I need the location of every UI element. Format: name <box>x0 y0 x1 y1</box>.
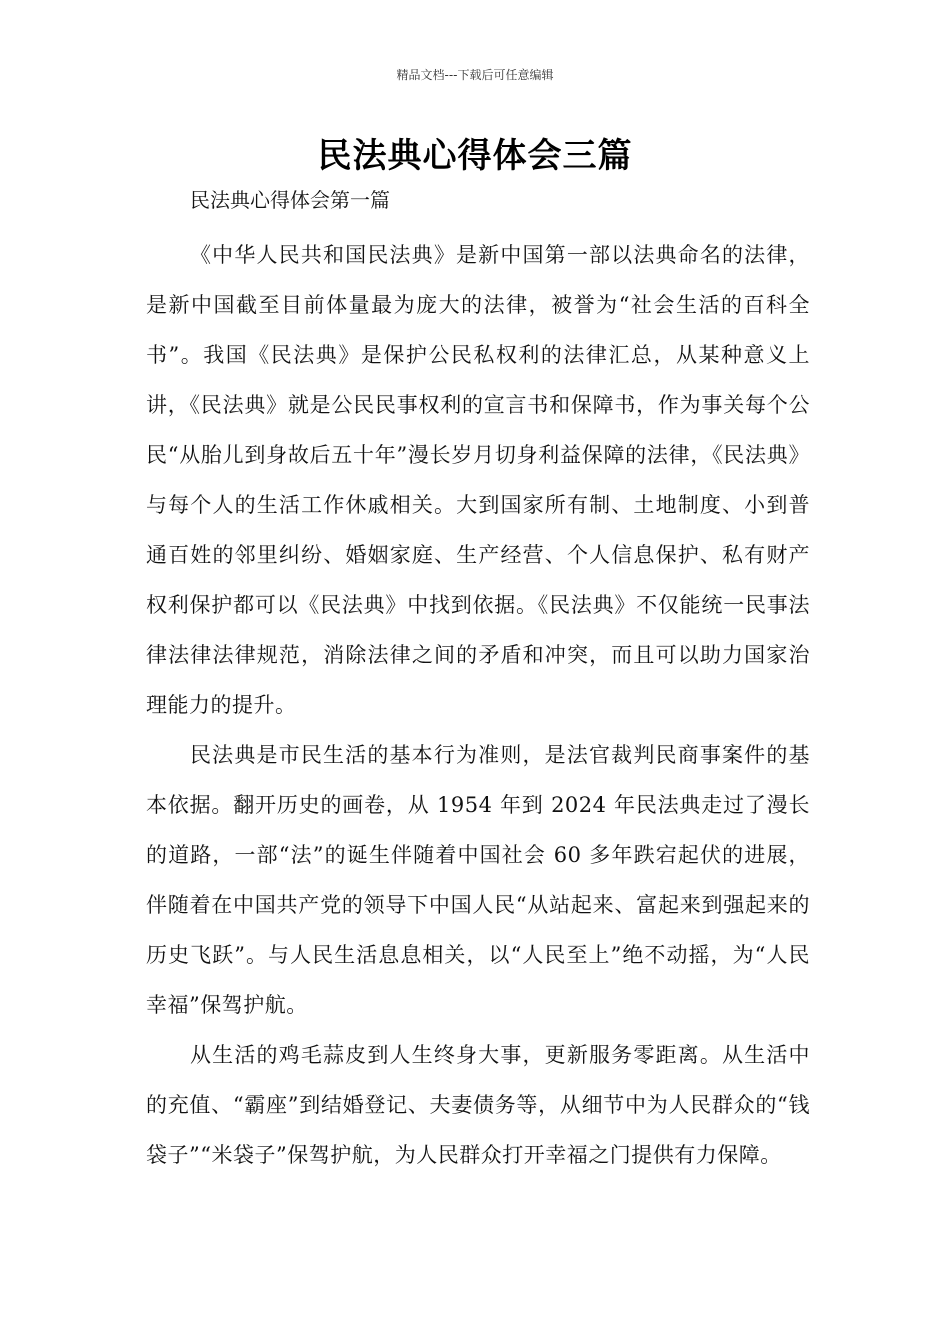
paragraph-3: 从生活的鸡毛蒜皮到人生终身大事，更新服务零距离。从生活中的充值、“霸座”到结婚登记、夫妻债务等，从细节中为人民群众的“钱袋子”“米袋子”保驾护航，为人民群众打开幸福之门提供有力保障。 <box>146 1043 810 1167</box>
paragraph-2: 民法典是市民生活的基本行为准则，是法官裁判民商事案件的基本依据。翻开历史的画卷，从 1954 年到 2024 年民法典走过了漫长的道路，一部“法”的诞生伴随着中国社会 60 多年跌宕起伏的进展，伴随着在中国共产党的领导下中国人民“从站起来、富起来到强起来的历史飞跃”。与人民生活息息相关，以“人民至上”绝不动摇，为“人民幸福”保驾护航。 <box>146 743 810 1017</box>
document-title: 民法典心得体会三篇 <box>317 136 633 176</box>
section-title: 民法典心得体会第一篇 <box>190 188 390 212</box>
document-body <box>146 230 810 1180</box>
header-note: 精品文档---下载后可任意编辑 <box>396 68 554 82</box>
paragraph-1: 《中华人民共和国民法典》是新中国第一部以法典命名的法律，是新中国截至目前体量最为庞大的法律，被誉为“社会生活的百科全书”。我国《民法典》是保护公民私权利的法律汇总，从某种意义上讲，《民法典》就是公民民事权利的宣言书和保障书，作为事关每个公民“从胎儿到身故后五十年”漫长岁月切身利益保障的法律，《民法典》与每个人的生活工作休戚相关。大到国家所有制、土地制度、小到普通百姓的邻里纠纷、婚姻家庭、生产经营、个人信息保护、私有财产权利保护都可以《民法典》中找到依据。《民法典》不仅能统一民事法律法律法律规范，消除法律之间的矛盾和冲突，而且可以助力国家治理能力的提升。 <box>146 243 810 717</box>
